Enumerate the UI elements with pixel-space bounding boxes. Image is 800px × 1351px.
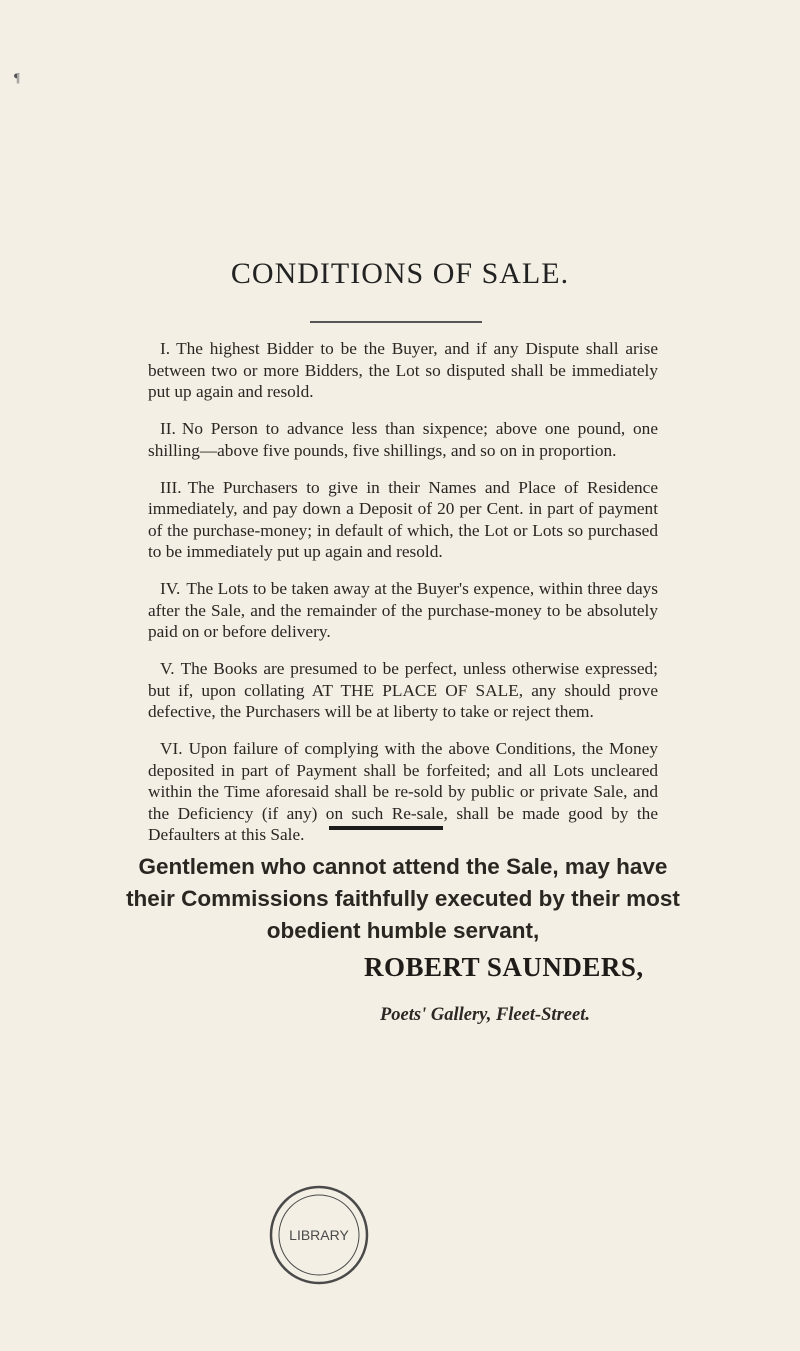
condition-3-text: The Purchasers to give in their Names and Place of Residence immediately, and pay down a Deposit of 20 per Cent. in part of payment of the purchase-money; in default of which, the Lot or Lots so purchased to be immediately put up again and resold. (148, 477, 658, 561)
condition-3-numeral: III. (160, 477, 182, 497)
condition-1-text: The highest Bidder to be the Buyer, and if any Dispute shall arise between two or more Bidders, the Lot so disputed shall be immediately put up again and resold. (148, 339, 658, 401)
condition-1-numeral: I. (160, 339, 171, 358)
stamp-label: LIBRARY (289, 1227, 349, 1243)
condition-6-numeral: VI. (160, 739, 183, 758)
condition-4-text: The Lots to be taken away at the Buyer's expence, within three days after the Sale, and the remainder of the purchase-money to be absolutely paid on or before delivery. (148, 579, 658, 641)
closing-note: Gentlemen who cannot attend the Sale, may have their Commissions faithfully executed by their most obedient humble servant, (126, 854, 680, 943)
title-divider (310, 321, 482, 323)
conditions-list (148, 338, 658, 861)
condition-2-numeral: II. (160, 419, 176, 438)
condition-6-text: Upon failure of complying with the above Conditions, the Money deposited in part of Payment shall be forfeited; and all Lots uncleared within the Time aforesaid shall be re-sold by public or private Sale, and the Deficiency (if any) on such Re-sale, shall be made good by the Defaulters at this Sale. (148, 739, 658, 844)
condition-3 (148, 477, 658, 563)
condition-5-text: The Books are presumed to be perfect, unless otherwise expressed; but if, upon collating AT THE PLACE OF SALE, any should prove defective, the Purchasers will be at liberty to take or reject them. (148, 659, 658, 721)
condition-2 (148, 418, 658, 461)
condition-5-numeral: V. (160, 659, 175, 678)
closing-divider (329, 826, 443, 830)
auctioneer-name: ROBERT SAUNDERS, (364, 952, 644, 982)
page-corner-mark: ¶ (14, 70, 20, 85)
condition-4-numeral: IV. (160, 579, 181, 598)
condition-2-text: No Person to advance less than sixpence; above one pound, one shilling—above five pounds, five shillings, and so on in proportion. (148, 419, 658, 460)
condition-1 (148, 338, 658, 403)
condition-5 (148, 658, 658, 723)
auctioneer-address: Poets' Gallery, Fleet-Street. (380, 1005, 590, 1025)
page-title: CONDITIONS OF SALE. (230, 257, 570, 290)
library-stamp-icon (264, 1180, 374, 1290)
condition-4 (148, 578, 658, 643)
